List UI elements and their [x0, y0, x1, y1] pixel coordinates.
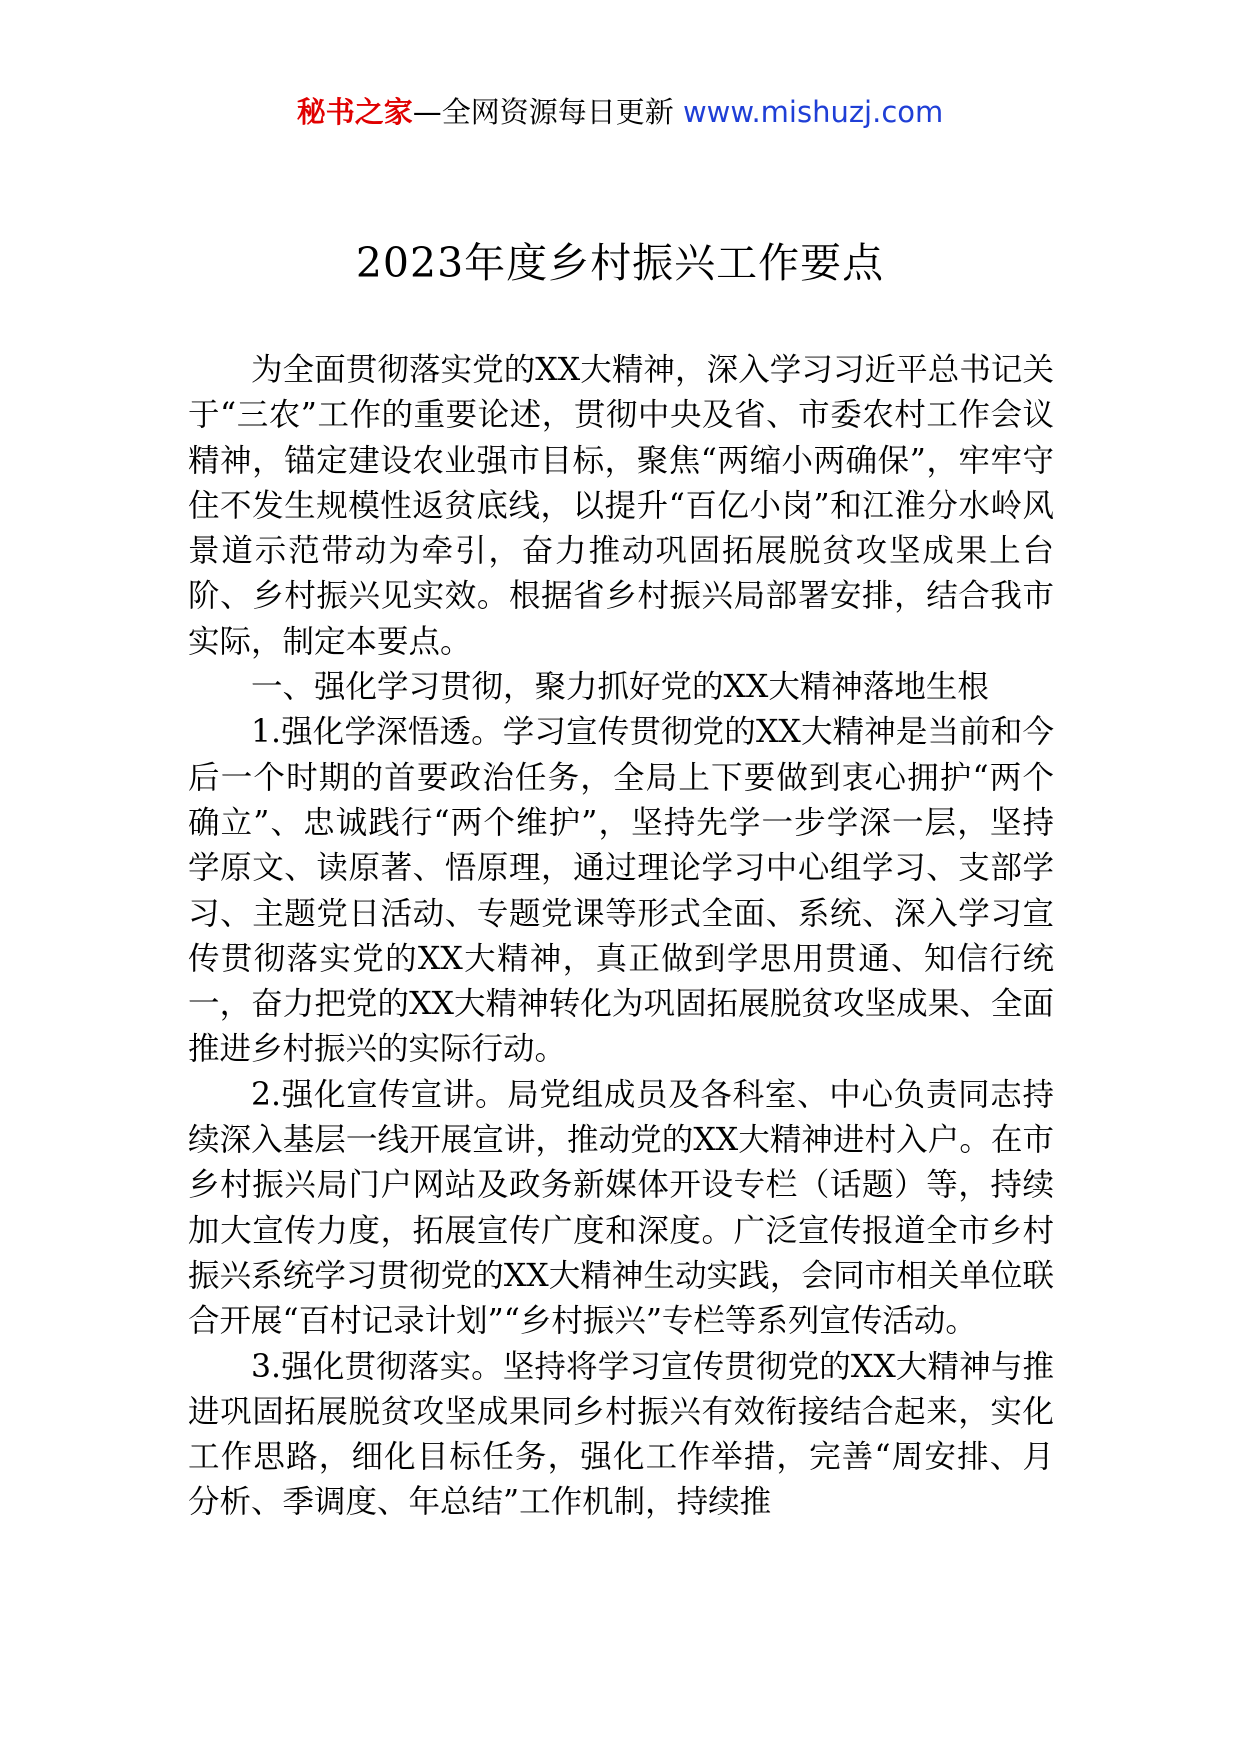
body-paragraph: 3.强化贯彻落实。坚持将学习宣传贯彻党的XX大精神与推进巩固拓展脱贫攻坚成果同乡村振兴有效衔接结合起来，实化工作思路，细化目标任务，强化工作举措，完善“周安排、月分析、季调度、年总结”工作机制，持续推 — [188, 1348, 1054, 1521]
intro-paragraph: 为全面贯彻落实党的XX大精神，深入学习习近平总书记关于“三农”工作的重要论述，贯彻中央及省、市委农村工作会议精神，锚定建设农业强市目标，聚焦“两缩小两确保”，牢牢守住不发生规模性返贫底线，以提升“百亿小岗”和江淮分水岭风景道示范带动为牵引，奋力推动巩固拓展脱贫攻坚成果上台阶、乡村振兴见实效。根据省乡村振兴局部署安排，结合我市实际，制定本要点。 — [188, 352, 1054, 660]
site-brand: 秘书之家 — [296, 95, 413, 129]
section-heading: 一、强化学习贯彻，聚力抓好党的XX大精神落地生根 — [251, 669, 989, 706]
site-slogan: —全网资源每日更新 — [412, 95, 674, 129]
site-header — [0, 92, 1240, 132]
body-paragraph: 2.强化宣传宣讲。局党组成员及各科室、中心负责同志持续深入基层一线开展宣讲，推动党的XX大精神进村入户。在市乡村振兴局门户网站及政务新媒体开设专栏（话题）等，持续加大宣传力度，拓展宣传广度和深度。广泛宣传报道全市乡村振兴系统学习贯彻党的XX大精神生动实践，会同市相关单位联合开展“百村记录计划”“乡村振兴”专栏等系列宣传活动。 — [188, 1076, 1054, 1340]
document-title: 2023年度乡村振兴工作要点 — [355, 239, 885, 287]
document-body — [188, 348, 1054, 1526]
site-url-link[interactable]: www.mishuzj.com — [682, 95, 944, 129]
body-paragraph: 1.强化学深悟透。学习宣传贯彻党的XX大精神是当前和今后一个时期的首要政治任务，全局上下要做到衷心拥护“两个确立”、忠诚践行“两个维护”，坚持先学一步学深一层，坚持学原文、读原著、悟原理，通过理论学习中心组学习、支部学习、主题党日活动、专题党课等形式全面、系统、深入学习宣传贯彻落实党的XX大精神，真正做到学思用贯通、知信行统一，奋力把党的XX大精神转化为巩固拓展脱贫攻坚成果、全面推进乡村振兴的实际行动。 — [188, 714, 1054, 1068]
